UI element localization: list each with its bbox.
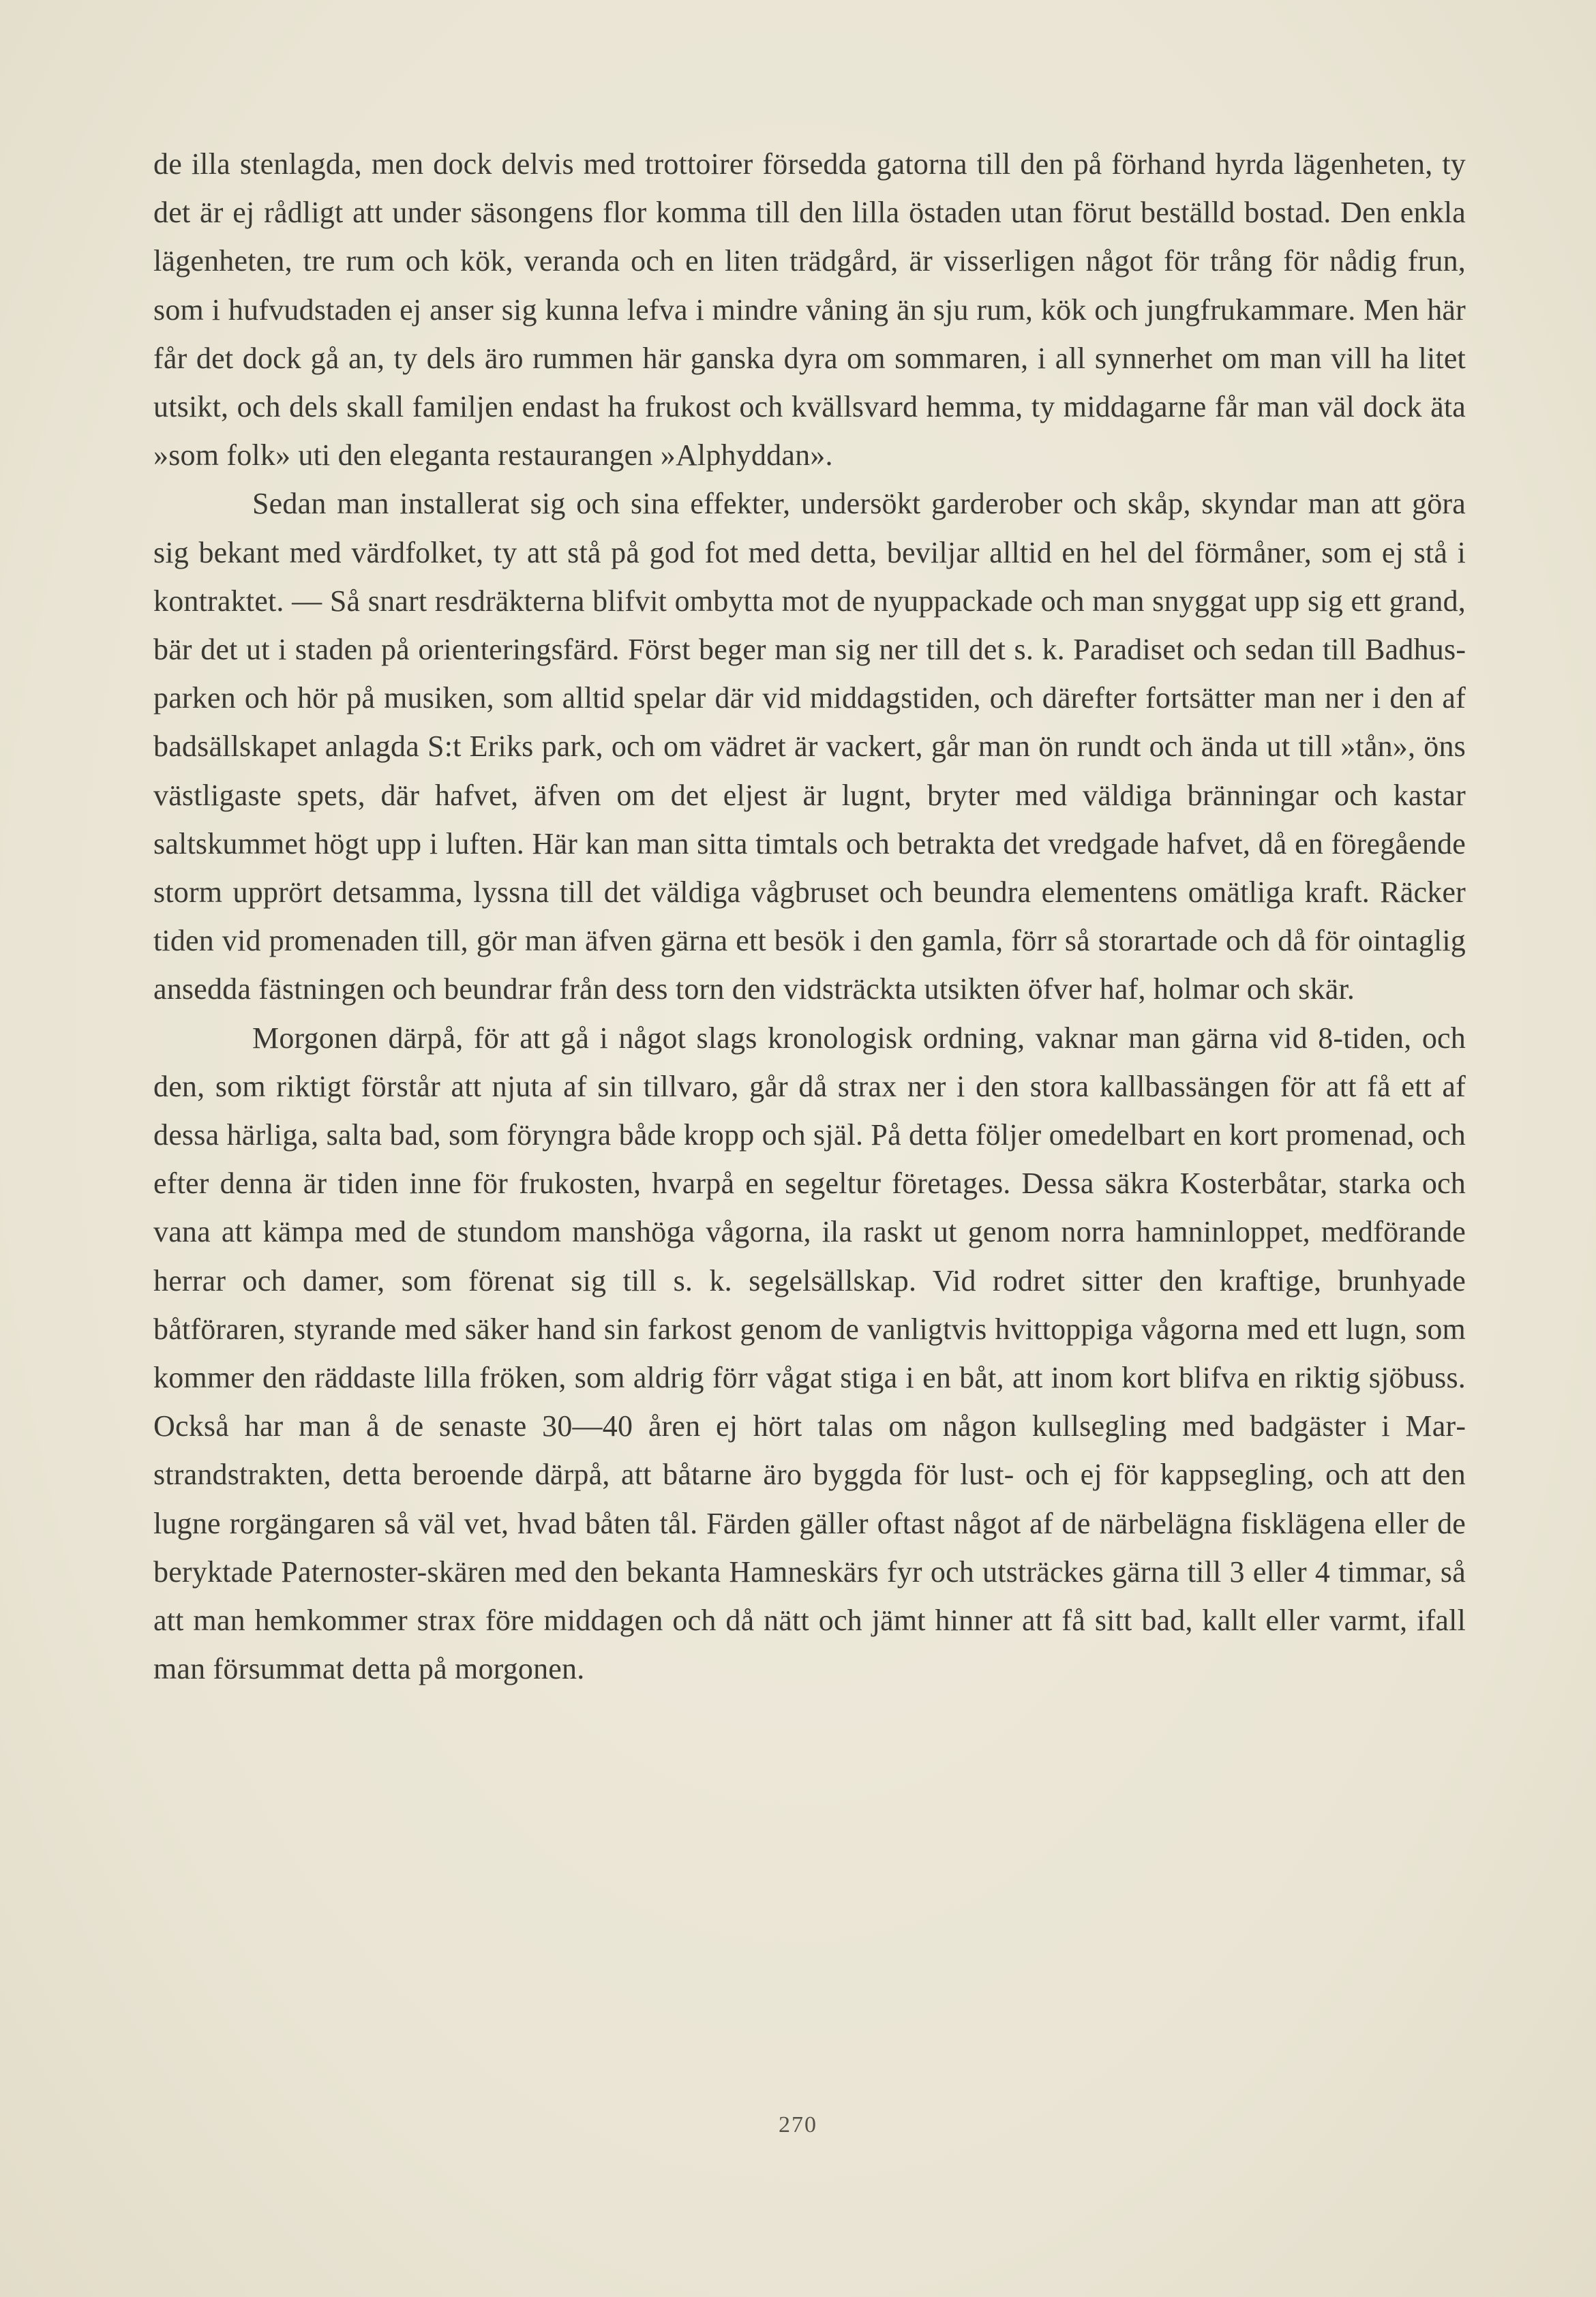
page-number: 270 [779, 2112, 817, 2137]
paragraph-3: Morgonen därpå, för att gå i något slags kronologisk ordning, vaknar man gärna vid 8-tiden, och den, som riktigt förstår att njuta af sin tillvaro, går då strax ner i den stora kallbassängen för att få ett af dessa härliga, salta bad, som föryngra både kropp och själ. På detta följer omedelbart en kort promenad, och efter denna är tiden inne för frukosten, hvarpå en segeltur företages. Dessa säkra Kosterbåtar, starka och vana att kämpa med de stundom manshöga vågorna, ila raskt ut genom norra hamninloppet, medförande herrar och damer, som förenat sig till s. k. segelsällskap. Vid rodret sitter den kraftige, brunhyade båtföraren, styrande med säker hand sin farkost genom de vanligtvis hvittoppiga vågorna med ett lugn, som kommer den räddaste lilla fröken, som aldrig förr vågat stiga i en båt, att inom kort blifva en riktig sjöbuss. Också har man å de senaste 30—40 åren ej hört talas om någon kullsegling med badgäster i Marstrandstrakten, detta beroende därpå, att båtarne äro byggda för lust- och ej för kappsegling, och att den lugne rorgängaren så väl vet, hvad båten tål. Färden gäller oftast något af de närbelägna fisklägena eller de beryktade Paternoster-skären med den bekanta Hamneskärs fyr och utsträckes gärna till 3 eller 4 timmar, så att man hemkommer strax före middagen och då nätt och jämt hinner att få sitt bad, kallt eller varmt, ifall man försummat detta på morgonen. [153, 1021, 1466, 1686]
paragraph-1: de illa stenlagda, men dock delvis med trottoirer försedda gatorna till den på förhand hyrda lägenheten, ty det är ej rådligt att under säsongens flor komma till den lilla östaden utan förut beställd bostad. Den enkla lägenheten, tre rum och kök, veranda och en liten trädgård, är visserligen något för trång för nådig frun, som i hufvudstaden ej anser sig kunna lefva i mindre våning än sju rum, kök och jungfrukammare. Men här får det dock gå an, ty dels äro rummen här ganska dyra om sommaren, i all synnerhet om man vill ha litet utsikt, och dels skall familjen endast ha frukost och kvällsvard hemma, ty middagarne får man väl dock äta »som folk» uti den eleganta restaurangen »Alphyddan». [153, 147, 1466, 472]
paragraph-2: Sedan man installerat sig och sina effekter, undersökt garderober och skåp, skyndar man att göra sig bekant med värdfolket, ty att stå på god fot med detta, beviljar alltid en hel del förmåner, som ej stå i kontraktet. — Så snart resdräkterna blifvit ombytta mot de nyuppackade och man snyggat upp sig ett grand, bär det ut i staden på orienteringsfärd. Först beger man sig ner till det s. k. Paradiset och sedan till Badhusparken och hör på musiken, som alltid spelar där vid middagstiden, och därefter fortsätter man ner i den af badsällskapet anlagda S:t Eriks park, och om vädret är vackert, går man ön rundt och ända ut till »tån», öns västligaste spets, där hafvet, äfven om det eljest är lugnt, bryter med väldiga bränningar och kastar saltskummet högt upp i luften. Här kan man sitta timtals och betrakta det vredgade hafvet, då en föregående storm upprört detsamma, lyssna till det väldiga vågbruset och beundra elementens omätliga kraft. Räcker tiden vid promenaden till, gör man äfven gärna ett besök i den gamla, förr så storartade och då för ointaglig ansedda fästningen och beundrar från dess torn den vidsträckta utsikten öfver haf, holmar och skär. [153, 487, 1466, 1006]
body-text [153, 140, 1466, 1694]
